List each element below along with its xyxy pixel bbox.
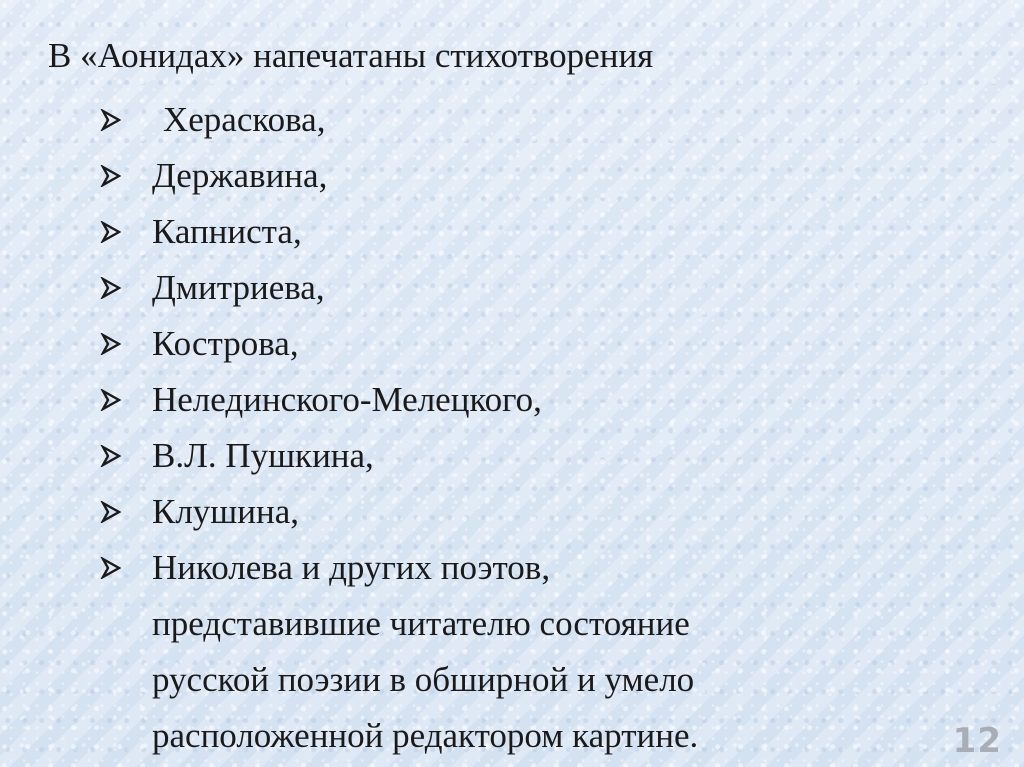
list-item-text: В.Л. Пушкина,: [152, 436, 374, 475]
list-item-text: Нелединского-Мелецкого,: [152, 380, 542, 419]
list-item: [100, 540, 698, 764]
list-item-text: Николева и других поэтов,: [152, 548, 551, 587]
list-item: [100, 316, 698, 372]
arrowhead-bullet-icon: [100, 484, 152, 540]
list-item: [100, 92, 698, 148]
list-item-text: Хераскова,: [163, 100, 326, 139]
page-number: 12: [952, 721, 1002, 761]
slide-heading: В «Аонидах» напечатаны стихотворения: [48, 36, 654, 75]
arrowhead-bullet-icon: [100, 92, 152, 148]
arrowhead-bullet-icon: [100, 428, 152, 484]
list-item: [100, 484, 698, 540]
list-item: [100, 372, 698, 428]
arrowhead-bullet-icon: [100, 204, 152, 260]
poet-list: [100, 92, 698, 764]
arrowhead-bullet-icon: [100, 260, 152, 316]
list-item-continuation: русской поэзии в обширной и умело: [152, 660, 695, 699]
arrowhead-bullet-icon: [100, 540, 152, 596]
list-item-text: Державина,: [152, 156, 328, 195]
list-item-text: Капниста,: [152, 212, 302, 251]
arrowhead-bullet-icon: [100, 148, 152, 204]
list-item: [100, 428, 698, 484]
list-item: [100, 204, 698, 260]
list-item: [100, 260, 698, 316]
arrowhead-bullet-icon: [100, 372, 152, 428]
arrowhead-bullet-icon: [100, 316, 152, 372]
list-item-continuation: представившие читателю состояние: [152, 604, 690, 643]
list-item-text: Кострова,: [152, 324, 299, 363]
list-item-body: [152, 540, 698, 764]
list-item-text: Клушина,: [152, 492, 300, 531]
list-item: [100, 148, 698, 204]
list-item-continuation: расположенной редактором картине.: [152, 716, 699, 755]
list-item-text: Дмитриева,: [152, 268, 325, 307]
